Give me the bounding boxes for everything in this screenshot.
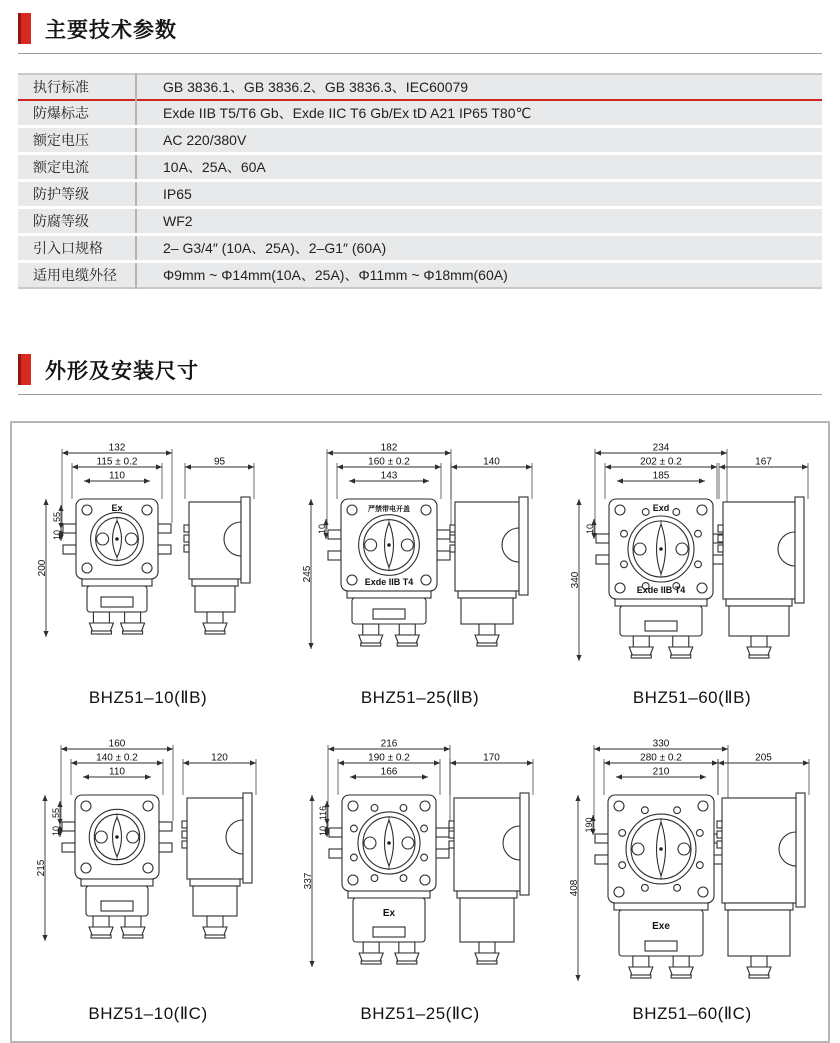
drawing-bhz51-10-iic	[17, 739, 279, 1041]
drawing-bhz51-60-iic	[561, 739, 823, 1041]
param-row	[18, 262, 822, 289]
drawing-bhz51-10-iib	[17, 443, 279, 725]
svg-text:330: 330	[652, 739, 670, 750]
param-row	[18, 235, 822, 262]
svg-text:Exde IIB T4: Exde IIB T4	[636, 585, 686, 595]
svg-text:10: 10	[51, 825, 61, 837]
param-value: IP65	[136, 181, 822, 208]
technical-drawing-svg	[17, 739, 279, 997]
svg-text:210: 210	[652, 766, 670, 778]
section-title-tech: 主要技术参数	[45, 19, 177, 42]
drawing-bhz51-25-iic	[289, 739, 551, 1041]
svg-text:185: 185	[652, 470, 670, 482]
svg-text:55: 55	[52, 511, 62, 523]
svg-text:110: 110	[109, 470, 125, 482]
param-row	[18, 208, 822, 235]
svg-text:160: 160	[108, 739, 126, 750]
tech-params-table	[18, 73, 822, 289]
svg-text:110: 110	[109, 766, 125, 778]
svg-text:Ex: Ex	[111, 503, 123, 513]
section-header	[18, 353, 822, 395]
param-row	[18, 74, 822, 100]
svg-text:245: 245	[302, 565, 313, 583]
svg-text:115 ± 0.2: 115 ± 0.2	[96, 456, 138, 468]
param-row	[18, 181, 822, 208]
param-label: 引入口规格	[18, 235, 136, 262]
svg-text:140 ± 0.2: 140 ± 0.2	[96, 752, 138, 764]
svg-text:170: 170	[483, 752, 500, 764]
drawing-caption: BHZ51–10(ⅡC)	[88, 1004, 208, 1023]
param-row	[18, 154, 822, 181]
svg-text:200: 200	[37, 559, 48, 577]
svg-text:190 ± 0.2: 190 ± 0.2	[368, 752, 410, 764]
drawing-bhz51-25-iib	[289, 443, 551, 725]
param-label: 执行标准	[18, 74, 136, 100]
drawing-caption: BHZ51–25(ⅡC)	[360, 1004, 480, 1023]
svg-text:160 ± 0.2: 160 ± 0.2	[368, 456, 410, 468]
svg-text:Exd: Exd	[652, 503, 670, 513]
svg-text:10: 10	[318, 825, 328, 837]
svg-text:120: 120	[211, 752, 228, 764]
svg-text:Exe: Exe	[652, 921, 670, 932]
param-label: 防腐等级	[18, 208, 136, 235]
svg-text:10: 10	[317, 523, 327, 535]
svg-text:234: 234	[652, 443, 670, 454]
param-value: WF2	[136, 208, 822, 235]
param-label: 额定电流	[18, 154, 136, 181]
svg-text:205: 205	[755, 752, 772, 764]
svg-text:202 ± 0.2: 202 ± 0.2	[640, 456, 682, 468]
section-header	[18, 12, 822, 54]
svg-text:215: 215	[36, 859, 47, 877]
drawings-panel	[10, 421, 830, 1043]
svg-text:95: 95	[213, 456, 226, 468]
svg-text:167: 167	[755, 456, 772, 468]
param-label: 适用电缆外径	[18, 262, 136, 289]
param-value: 10A、25A、60A	[136, 154, 822, 181]
svg-text:337: 337	[303, 872, 314, 890]
svg-text:216: 216	[380, 739, 398, 750]
param-label: 防爆标志	[18, 100, 136, 127]
datasheet-page	[0, 12, 840, 1023]
svg-text:280 ± 0.2: 280 ± 0.2	[640, 752, 682, 764]
svg-text:132: 132	[108, 443, 126, 454]
svg-text:Exde IIB T4: Exde IIB T4	[364, 577, 414, 587]
param-value: Exde IIB T5/T6 Gb、Exde IIC T6 Gb/Ex tD A21 IP65 T80℃	[136, 100, 822, 127]
section-title-dimensions: 外形及安装尺寸	[45, 360, 199, 383]
param-label: 额定电压	[18, 127, 136, 154]
svg-text:340: 340	[570, 571, 581, 589]
param-label: 防护等级	[18, 181, 136, 208]
technical-drawing-svg	[289, 443, 551, 681]
svg-text:140: 140	[483, 456, 500, 468]
param-value: GB 3836.1、GB 3836.2、GB 3836.3、IEC60079	[136, 74, 822, 100]
technical-drawing-svg	[17, 443, 279, 681]
section-tech-params	[0, 12, 840, 289]
technical-drawing-svg	[289, 739, 551, 997]
param-row	[18, 127, 822, 154]
svg-text:190: 190	[584, 817, 594, 833]
svg-text:10: 10	[52, 529, 62, 541]
svg-text:55: 55	[51, 807, 61, 819]
param-value: AC 220/380V	[136, 127, 822, 154]
param-row	[18, 100, 822, 127]
drawing-caption: BHZ51–10(ⅡB)	[88, 688, 208, 707]
drawing-bhz51-60-iib	[561, 443, 823, 725]
drawing-caption: BHZ51–60(ⅡB)	[632, 688, 752, 707]
svg-text:116: 116	[318, 805, 328, 821]
drawing-caption: BHZ51–25(ⅡB)	[360, 688, 480, 707]
tech-params-body	[18, 74, 822, 288]
drawing-caption: BHZ51–60(ⅡC)	[632, 1004, 752, 1023]
svg-text:408: 408	[569, 879, 580, 897]
svg-text:10: 10	[585, 523, 595, 535]
svg-text:严禁带电开盖: 严禁带电开盖	[368, 506, 410, 513]
technical-drawing-svg	[561, 739, 823, 997]
param-value: Φ9mm ~ Φ14mm(10A、25A)、Φ11mm ~ Φ18mm(60A)	[136, 262, 822, 289]
param-value: 2– G3/4″ (10A、25A)、2–G1″ (60A)	[136, 235, 822, 262]
red-accent-bar	[18, 13, 31, 44]
svg-text:182: 182	[380, 443, 398, 454]
svg-text:166: 166	[380, 766, 398, 778]
svg-text:Ex: Ex	[382, 908, 396, 919]
section-dimensions	[0, 353, 840, 1043]
svg-text:143: 143	[380, 470, 398, 482]
red-accent-bar	[18, 354, 31, 385]
technical-drawing-svg	[561, 443, 823, 681]
